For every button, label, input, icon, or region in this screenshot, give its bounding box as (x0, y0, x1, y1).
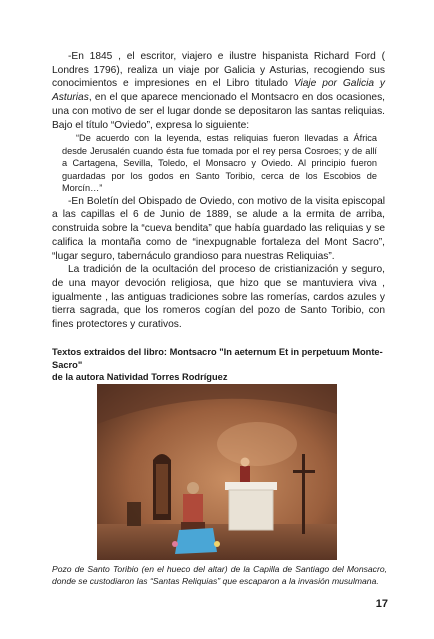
chapel-photo-image (97, 384, 337, 560)
body-text (52, 50, 385, 332)
paragraph-ford (52, 50, 385, 132)
source-credit (52, 346, 387, 384)
paragraph-boletin: -En Boletín del Obispado de Oviedo, con motivo de la visita episcopal a las capillas el 6 de Junio de 1889, se alude a la ermita de arriba, construida sobre la “cueva bendita” que había guardado las reliquias y se califica la montaña como de “inexpugnable fortaleza del Mont Sacro”, “lugar seguro, tabernáculo grandioso para nuestras Reliquias”. (52, 195, 385, 262)
page-number: 17 (375, 598, 388, 610)
paragraph-tradicion: La tradición de la ocultación del proceso de cristianización y seguro, de una mayor devoción religiosa, que hizo que se mantuviera viva , igualmente , las antiguas tradiciones sobre las romerías, cardos azules y tierra sagrada, que los romeros cogían del pozo de Santo Toribio, con fines protectores y curativos. (52, 264, 385, 331)
quote-block (52, 132, 385, 195)
book-title-italic: Viaje por Galicia y Asturias (52, 78, 385, 104)
quote-text: “De acuerdo con la leyenda, estas reliquias fueron llevadas a África desde Jerusalén cuando ésta fue tomada por el rey persa Cosroes; y de allí a Cartagena, Sevilla, Toledo, el Monsacro y Oviedo. Al principio fueron guardadas por los godos en Santo Toribio, cerca de los Escobios de Morcín…” (62, 133, 377, 194)
photo-caption: Pozo de Santo Toribio (en el hueco del altar) de la Capilla de Santiago del Monsacro, donde se custodiaron las “Santas Reliquias” que escaparon a la invasión musulmana. (52, 564, 387, 586)
paragraph-ford-text: -En 1845 , el escritor, viajero e ilustre hispanista Richard Ford ( Londres 1796), realiza un viaje por Galicia y Asturias, recogiendo sus conocimientos e impresiones en el Libro titulado (52, 51, 385, 90)
source-credit-line-2: de la autora Natividad Torres Rodríguez (52, 372, 228, 382)
chapel-photo (97, 384, 337, 560)
paragraph-ford-text-end: , en el que aparece mencionado el Montsacro en dos ocasiones, una con motivo de ser el lugar donde se depositaron las santas reliquias. Bajo el título “Oviedo”, expresa lo siguiente: (52, 92, 385, 131)
source-credit-line-1: Textos extraidos del libro: Montsacro "In aeternum Et in perpetuum Monte-Sacro" (52, 347, 383, 370)
